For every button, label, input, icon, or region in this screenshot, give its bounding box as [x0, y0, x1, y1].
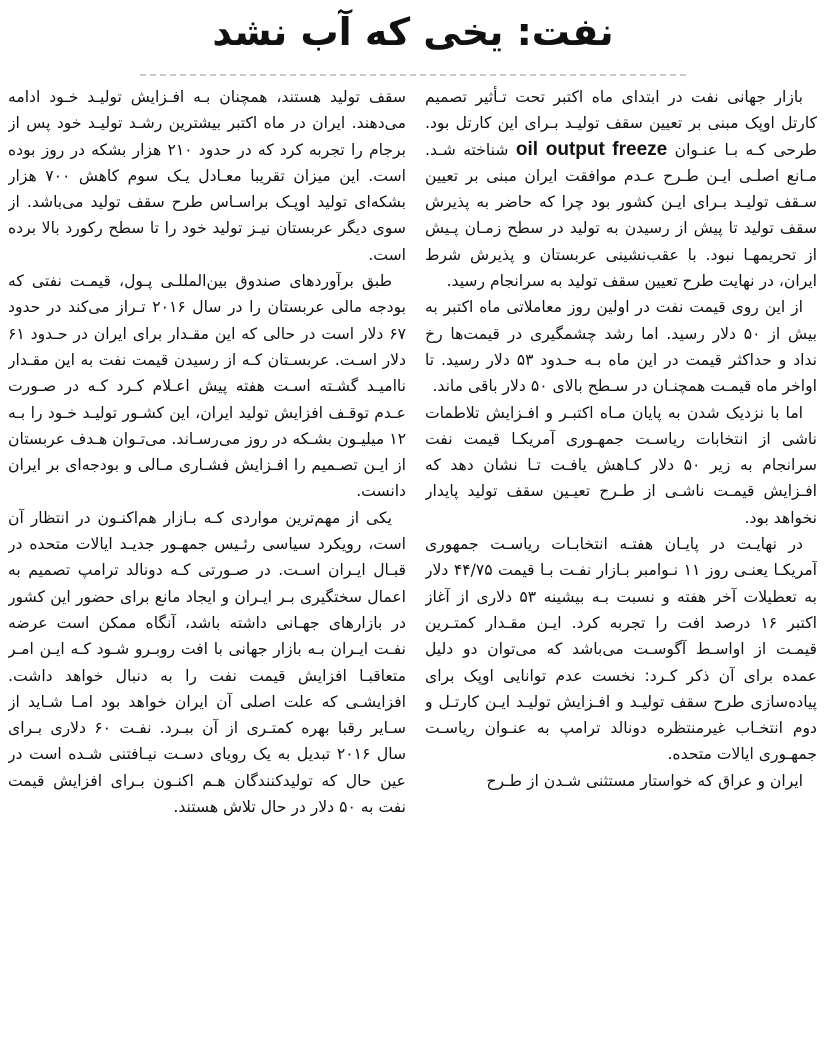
- paragraph: [425, 84, 817, 294]
- paragraph-text: شناخته شـد. مـانع اصلـی ایـن طـرح عـدم موافقت ایران مبنی بر تعیین سـقف تولیـد بـرای ایـن کشور بود چرا که حاضر به پذیرش سقف تولید تا پیش از رسیدن به تولید در سطح زمـان پـیش از تحریمهـا نبود. با عقب‌نشینی عربستان و پذیرش شرط ایران، در نهایت طرح تعیین سقف تولید به سرانجام رسید.: [425, 140, 817, 291]
- paragraph: از این روی قیمت نفت در اولین روز معاملاتی ماه اکتبر به بیش از ۵۰ دلار رسید. اما رشد چشمگیری در قیمت‌ها رخ نداد و حداکثر قیمت در این ماه بـه حـدود ۵۳ دلار رسید. تا اواخر ماه قیمـت همچنـان در سـطح بالای ۵۰ دلار باقی ماند.: [425, 298, 817, 396]
- right-text-column: [425, 84, 817, 1043]
- paragraph: در نهایـت در پایـان هفتـه انتخابـات ریاسـت جمهوری آمریکـا یعنـی روز ۱۱ نـوامبر بـازار نفـت بـا قیمت ۴۴/۷۵ دلار به تعطیلات آخر هفته و نسبت بـه بیشینه ۵۳ دلاری از آغاز اکتبر ۱۶ درصد افت را تجربه کرد. ایـن مقـدار کمتـرین قیمـت از اواسـط آگوسـت می‌باشد که می‌توان دو دلیل عمده برای آن ذکر کـرد: نخست عدم توانایی اوپک برای پیاده‌سازی طرح سقف تولیـد و افـزایش تولیـد ایـن کارتـل و دوم انتخـاب غیرمنتظره دونالد ترامپ به عنـوان ریاسـت جمهـوری ایالات متحده.: [425, 535, 817, 764]
- paragraph: اما با نزدیک شدن به پایان مـاه اکتبـر و افـزایش تلاطمات ناشی از انتخابات ریاسـت جمهـوری آمریکـا قیمت نفت سرانجام به زیر ۵۰ دلار کـاهش یافـت تـا نشان دهد که افـزایش قیمـت ناشـی از طـرح تعیـین سقف تولید پایدار نخواهد بود.: [425, 403, 817, 527]
- paragraph: یکی از مهم‌ترین مواردی کـه بـازار هم‌اکنـون در انتظار آن است، رویکرد سیاسی رئـیس جمهـور جدیـد ایالات متحده در قبـال ایـران اسـت. در صـورتی کـه دونالد ترامپ تصمیم به اعمال سختگیری بـر ایـران و ایجاد مانع برای حضور این کشور در بازارهای جهـانی داشته باشد، آنگاه ممکن است عرضه نفـت ایـران بـه بازار جهانی با افت روبـرو شـود کـه ایـن امـر متعاقبـا افزایش قیمت نفت را به دنبال خواهد داشت. افزایشـی که علت اصلی آن ایران خواهد بود امـا شـاید از سـایر رقبا بهره کمتـری از آن ببـرد. نفـت ۶۰ دلاری بـرای سال ۲۰۱۶ تبدیل به یک رویای دسـت نیـافتنی شـده است در عین حال که تولیدکنندگان هـم اکنـون بـرای افزایش قیمت نفت به ۵۰ دلار در حال تلاش هستند.: [8, 508, 406, 817]
- paragraph: سقف تولید هستند، همچنان بـه افـزایش تولیـد خـود ادامه می‌دهند. ایران در ماه اکتبر بیشترین رشـد تولیـد خود پس از برجام را تجربه کرد که در حدود ۲۱۰ هزار بشکه در روز بوده است. این میزان تقریبا معـادل یـک سوم کاهش ۷۰۰ هزار بشکه‌ای تولید اوپـک براسـاس طرح سقف تولید می‌باشد. از سوی دیگر عربستان نیـز تولید خود را تا سطح رکورد بالا برده است.: [8, 88, 406, 264]
- english-term: freeze: [612, 138, 668, 160]
- paragraph-text: بازار جهانی نفت در ابتدای ماه اکتبر تحت تـأثیر تصمیم کارتل اوپک مبنی بر تعیین سقف تولیـد بـرای این کارتل بود. طرحی کـه بـا عنـوان: [425, 88, 817, 159]
- left-text-column: [8, 84, 406, 1043]
- english-term: oil output: [515, 138, 605, 160]
- paragraph: طبق برآوردهای صندوق بین‌المللـی پـول، قیمـت نفتی که بودجه مالی عربستان را در سال ۲۰۱۶ تـراز می‌کند در حدود ۶۷ دلار است در حالی که این مقـدار برای ایران در حـدود ۶۱ دلار اسـت. عربسـتان کـه از رسیدن قیمت نفت به این مقـدار ناامیـد گشـته اسـت هفته پیش اعـلام کـرد کـه در صـورت عـدم توقـف افزایش تولید ایران، این کشـور تولیـد خـود را بـه ۱۲ میلیـون بشـکه در روز می‌رسـاند. می‌تـوان هـدف عربستان از ایـن تصـمیم را افـزایش فشـاری مـالی و بودجه‌ای بر ایران دانست.: [8, 272, 406, 501]
- paragraph: ایران و عراق که خواستار مستثنی شـدن از طـرح: [486, 771, 803, 790]
- headline-divider: [140, 74, 686, 76]
- article-headline: نفت: یخی که آب نشد: [212, 10, 614, 54]
